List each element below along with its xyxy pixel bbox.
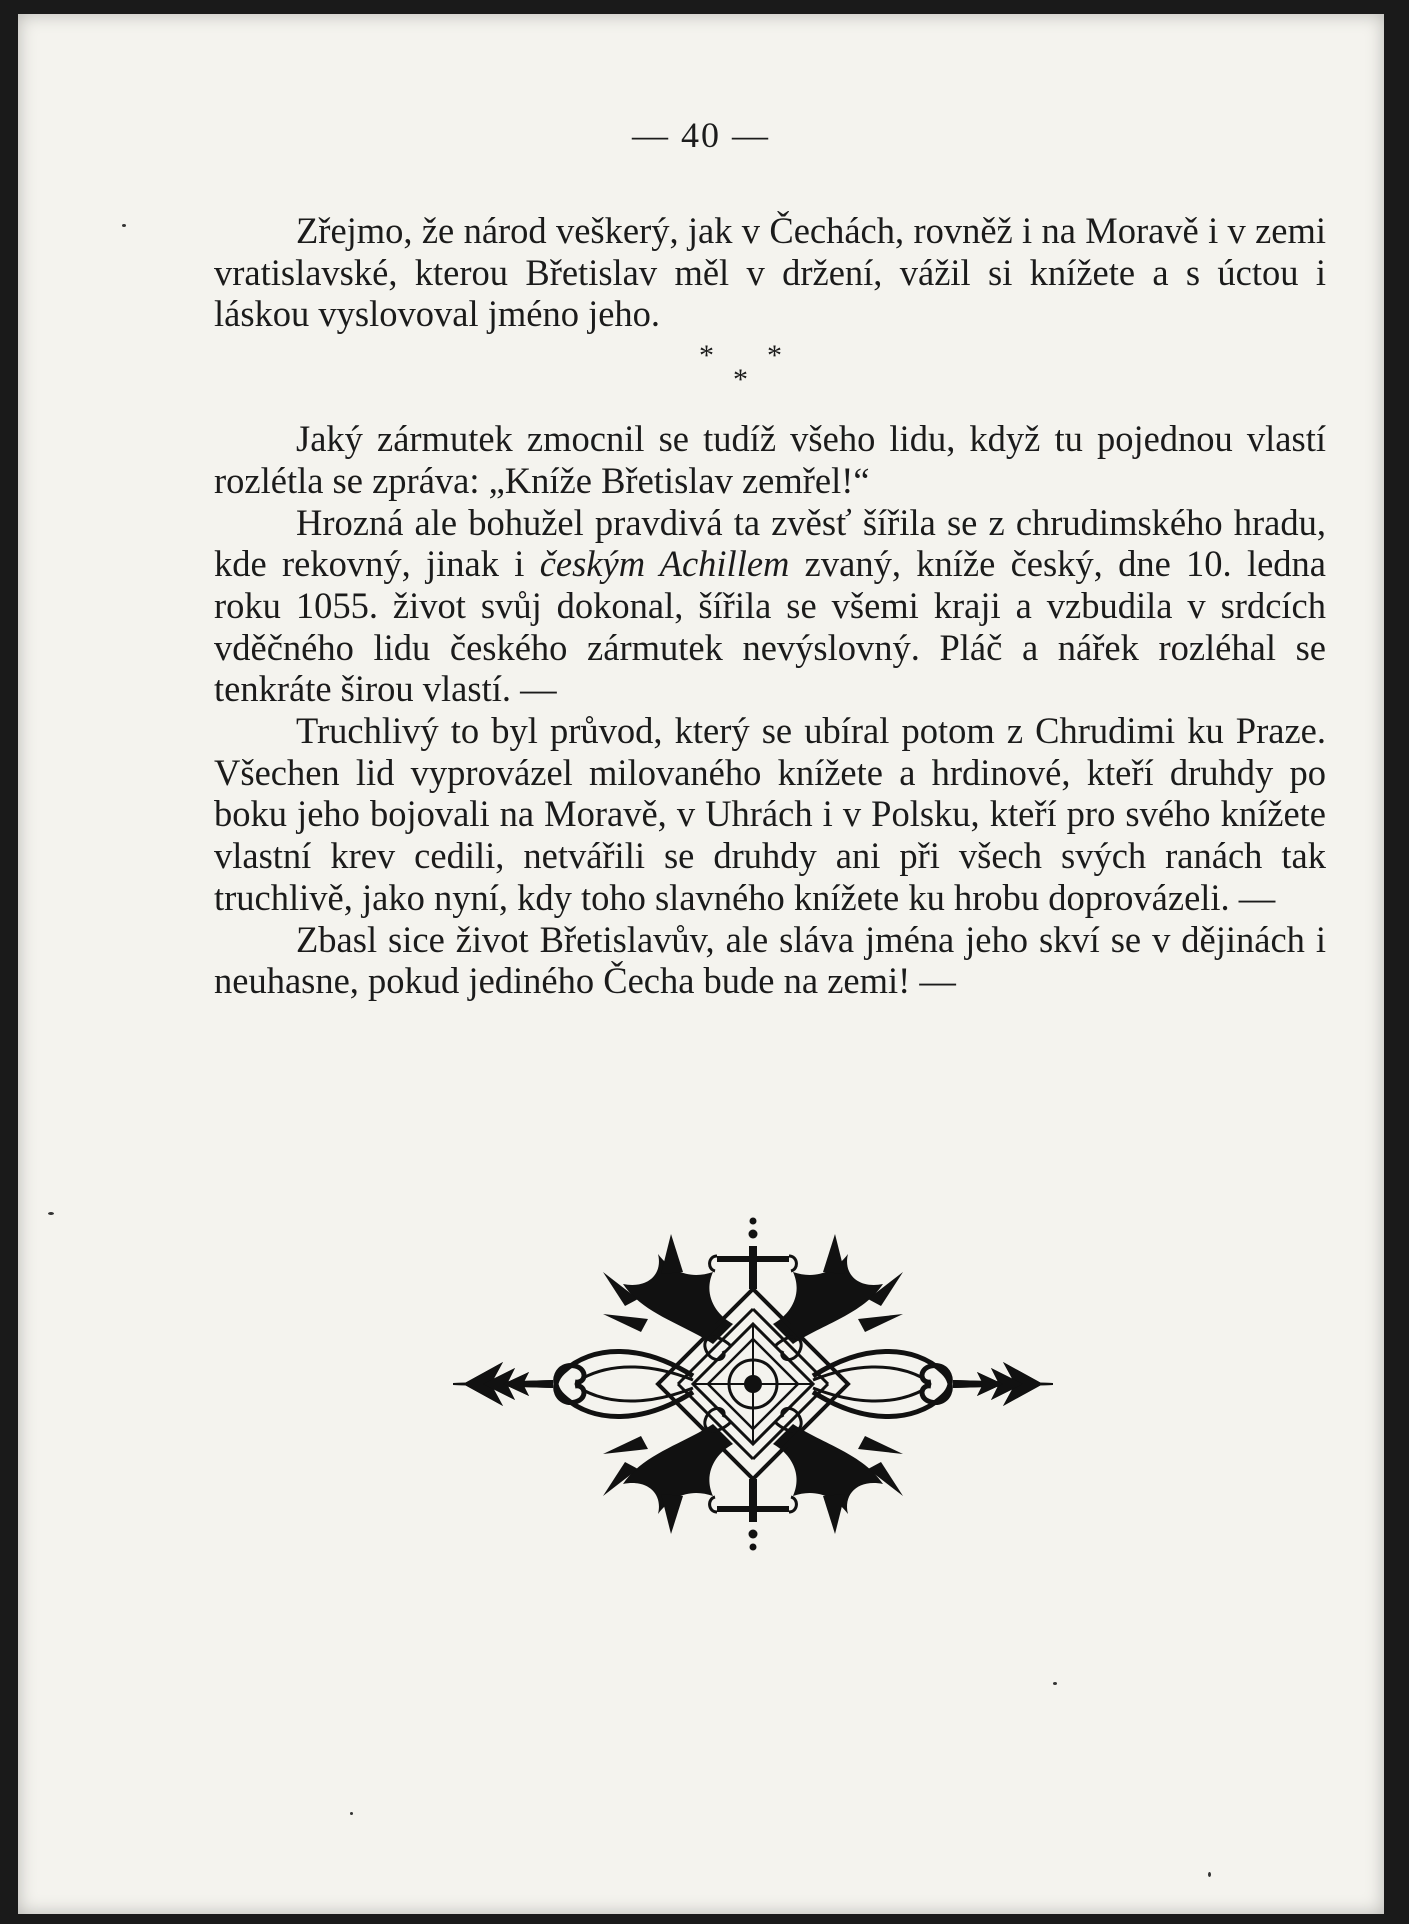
paragraph-3-emphasis: českým Achillem <box>539 543 790 585</box>
page-sheet <box>18 14 1384 1914</box>
asterism-star-center: * <box>733 363 748 397</box>
paper-speck <box>1208 1872 1211 1877</box>
paragraph-2: Jaký zármutek zmocnil se tudíž všeho lidu, když tu pojednou vlastí rozlétla se zpráva: „Kníže Břetislav zemřel!“ <box>214 418 1326 501</box>
floral-ornament-icon <box>410 1214 1096 1554</box>
paper-speck <box>350 1812 353 1815</box>
paper-speck <box>122 224 126 227</box>
paragraph-1: Zřejmo, že národ veškerý, jak v Čechách, rovněž i na Moravě i v zemi vratislavské, kterou Břetislav měl v držení, vážil si knížete a s úctou i láskou vyslovoval jméno jeho. <box>214 210 1326 335</box>
body-text <box>214 210 1326 1002</box>
asterism-star-left: * <box>699 339 714 373</box>
paragraph-4: Truchlivý to byl průvod, který se ubíral potom z Chrudimi ku Praze. Všechen lid vyprovázel milovaného knížete a hrdinové, kteří druhdy po boku jeho bojovali na Moravě, v Uhrách i v Polsku, kteří pro svého knížete vlastní krev cedili, netvářili se druhdy ani při všech svých ranách tak truchlivě, jako nyní, kdy toho slavného knížete ku hrobu doprovázeli. — <box>214 710 1326 918</box>
asterism-icon <box>214 335 1326 418</box>
asterism-star-right: * <box>767 339 782 373</box>
paragraph-3-text-after: zvaný, kníže český, dne 10. ledna roku 1055. život svůj dokonal, šířila se všemi kraji a vzbudila v srdcích vděčného lidu českého zármutek nevýslovný. Pláč a nářek rozléhal se tenkráte širou vlastí. — <box>214 543 1327 710</box>
paragraph-5: Zbasl sice život Břetislavův, ale sláva jména jeho skví se v dějinách i neuhasne, pokud jediného Čecha bude na zemi! — <box>214 918 1326 1002</box>
paper-speck <box>1053 1682 1057 1685</box>
paragraph-3 <box>214 502 1326 711</box>
paragraph-3-text-before: Hrozná ale bohužel pravdivá ta zvěsť šířila se z chrudimského hradu, kde rekovný, jinak i <box>214 501 1326 585</box>
page-number: — 40 — <box>632 115 770 155</box>
paper-speck <box>48 1212 54 1215</box>
